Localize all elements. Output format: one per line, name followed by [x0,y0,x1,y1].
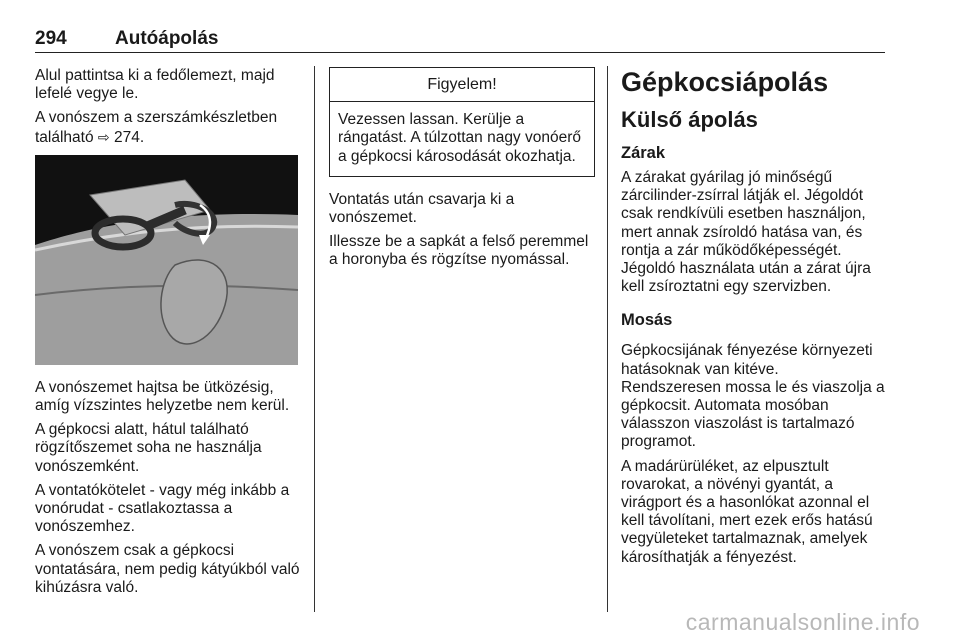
paragraph: A zárakat gyárilag jó minőségű zárcilinder-zsírral látják el. Jégoldót csak rendkívüli esetben használjon, mert annak zsíroldó hatása van, és rontja a zár működőképességét. Jégoldó használata után a zárat újra kell zsíroztatni egy szervizben. [621,169,871,296]
paragraph: Alul pattintsa ki a fedőlemezt, majd lefelé vegye le. [35,67,275,103]
column-divider [607,66,608,612]
paragraph: A vontatókötelet - vagy még inkább a vonórudat - csatlakoztassa a vonószemhez. [35,481,290,536]
column-middle [329,67,595,276]
page-header [35,26,885,53]
tow-eye-illustration [35,155,298,365]
column-left [35,67,303,603]
page-number: 294 [35,28,67,49]
warning-text: Vezessen lassan. Kerülje a rángatást. A túlzottan nagy vonóerő a gépkocsi károsodását okozhatja. [338,111,582,165]
section-heading: Külső ápolás [621,107,758,132]
warning-title: Figyelem! [330,68,594,102]
subsection-heading-locks: Zárak [621,144,666,162]
paragraph: A vonószem csak a gépkocsi vontatására, nem pedig kátyúkból való kihúzásra való. [35,542,300,596]
paragraph: Vontatás után csavarja ki a vonószemet. [329,190,515,227]
paragraph: Illessze be a sapkát a felső peremmel a horonyba és rögzítse nyomással. [329,233,589,269]
column-right [621,67,889,573]
section-title: Autóápolás [115,28,219,49]
watermark-text: carmanualsonline.info [685,609,920,635]
chapter-heading: Gépkocsiápolás [621,67,829,97]
warning-box [329,67,595,177]
paragraph: A vonószemet hajtsa be ütközésig, amíg vízszintes helyzetbe nem kerül. [35,378,290,415]
paragraph: A vonószem a szerszámkészletben található ⇨ 274. [35,109,278,146]
paragraph: A madárürüléket, az elpusztult rovarokat, a növényi gyantát, a virágport és a hasonlókat azonnal el kell távolítani, mert ezek erős hatású vegyületeket tartalmaznak, amelyek károsíthatják a fényezést. [621,457,873,566]
paragraph: A gépkocsi alatt, hátul található rögzítőszemet soha ne használja vonószemként. [35,421,262,475]
paragraph: Rendszeresen mossa le és viaszolja a gépkocsit. Automata mosóban válasszon viaszolást is tartalmazó programot. [621,378,885,451]
paragraph: Gépkocsijának fényezése környezeti hatásoknak van kitéve. [621,342,873,378]
tow-eye-image [35,155,298,365]
column-divider [314,66,315,612]
subsection-heading-washing: Mosás [621,311,673,330]
page-ref-arrow-icon: ⇨ [97,128,110,145]
